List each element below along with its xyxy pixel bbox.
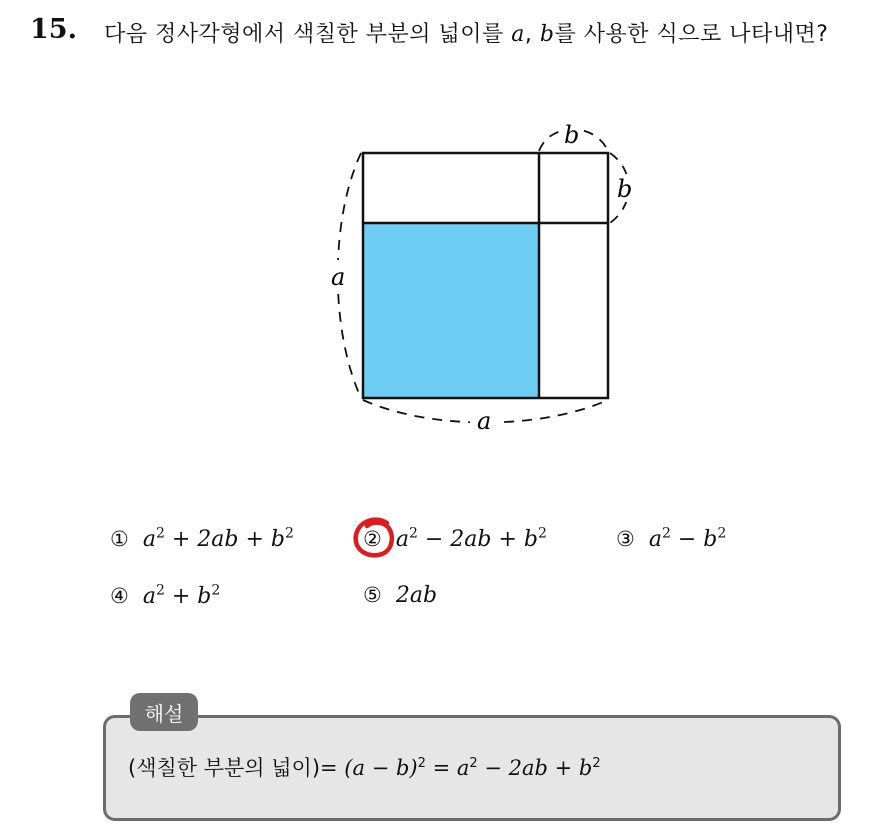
question-number: 15. xyxy=(30,14,77,45)
choice-5[interactable] xyxy=(363,583,437,608)
solution-text: (색칠한 부분의 넓이)= $(a - b)^2 = a^2 - 2ab + b^2$ xyxy=(128,756,601,780)
question-text-before: 다음 정사각형에서 색칠한 부분의 넓이를 xyxy=(104,22,512,47)
question-text-after: 를 사용한 식으로 나타내면? xyxy=(554,22,829,47)
shaded-region xyxy=(363,223,539,398)
question-text xyxy=(104,16,864,54)
label-b-top: b xyxy=(564,121,580,149)
choice-1-number: ① xyxy=(110,527,129,552)
square-diagram xyxy=(330,110,640,440)
choice-2-number: ② xyxy=(363,527,382,552)
choice-1-expression: $a^2 + 2ab + b^2$ xyxy=(142,526,294,553)
answer-circle-mark xyxy=(351,514,399,562)
choice-5-expression: 2ab xyxy=(395,583,438,608)
choice-4[interactable] xyxy=(110,583,220,609)
solution-lhs: (색칠한 부분의 넓이) xyxy=(128,756,321,780)
choice-3-expression: $a^2 - b^2$ xyxy=(648,526,727,553)
choice-2-expression: $a^2 - 2ab + b^2$ xyxy=(395,526,547,553)
choice-3-number: ③ xyxy=(616,527,635,552)
label-a-left: a xyxy=(331,263,346,291)
variable-a: a xyxy=(511,22,525,47)
label-b-right: b xyxy=(617,175,633,203)
variable-separator: , xyxy=(524,22,540,47)
label-a-bottom: a xyxy=(477,407,492,435)
choice-4-expression: $a^2 + b^2$ xyxy=(142,583,221,610)
choice-1[interactable] xyxy=(110,526,294,552)
variable-b: b xyxy=(539,22,555,47)
choice-3[interactable] xyxy=(616,526,726,552)
choice-5-number: ⑤ xyxy=(363,583,382,607)
solution-tag: 해설 xyxy=(130,693,198,731)
choice-4-number: ④ xyxy=(110,584,129,609)
